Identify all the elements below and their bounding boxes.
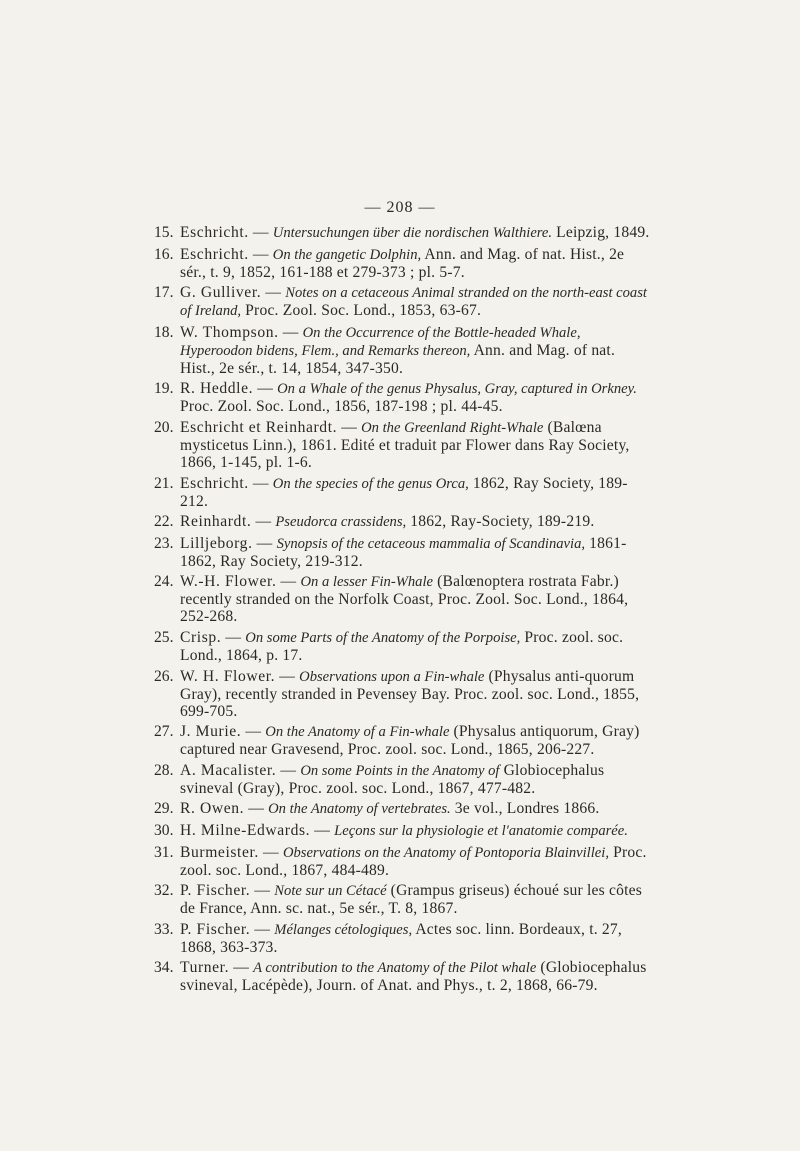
reference-entry [154,324,654,377]
reference-author: W. Thompson. [180,323,279,341]
reference-entry [154,882,654,917]
reference-author: Eschricht. [180,224,249,241]
reference-separator: — [337,418,362,436]
reference-details: (Balœna mysticetus Linn.), 1861. Edité et traduit par Flower dans Ray Society, 1866, 1-145, pl. 1-6. [180,418,630,471]
reference-entry [154,224,654,242]
reference-title: A contribution to the Anatomy of the Pilot whale [253,960,537,977]
reference-number: 31. [154,843,174,861]
reference-number: 30. [154,821,174,839]
reference-title: Observations on the Anatomy of Pontoporia Blainvillei, [282,844,609,861]
reference-entry [154,573,654,625]
reference-number: 16. [154,245,174,263]
reference-details: Proc. Zool. Soc. Lond., 1853, 63-67. [241,302,482,320]
reference-number: 29. [154,800,174,818]
reference-details: 1861-1862, Ray Society, 219-312. [180,534,627,570]
reference-details: (Globiocephalus svineval, Lacépède), Journ. of Anat. and Phys., t. 2, 1868, 66-79. [180,959,647,995]
reference-details: (Balœnoptera rostrata Fabr.) recently stranded on the Norfolk Coast, Proc. Zool. Soc. Lond., 1864, 252-268. [180,573,629,626]
reference-separator: — [253,380,278,398]
reference-number: 17. [154,284,174,302]
reference-entry [154,800,654,818]
reference-author: Reinhardt. [180,513,252,531]
reference-entry [154,762,654,797]
reference-details: (Grampus griseus) échoué sur les côtes de France, Ann. sc. nat., 5e sér., T. 8, 1867. [180,882,643,918]
reference-number: 18. [154,323,174,341]
reference-separator: — [229,959,254,977]
reference-number: 24. [154,573,174,591]
reference-title: On a Whale of the genus Physalus, Gray, captured in Orkney. [277,381,637,398]
reference-title: Leçons sur la physiologie et l'anatomie comparée. [334,822,628,839]
reference-entry [154,380,654,415]
reference-author: Turner. [180,959,230,977]
reference-author: J. Murie. [180,723,242,741]
reference-entry [154,513,654,531]
reference-title: Notes on a cetaceous Animal stranded on the north-east coast of Ireland, [180,285,647,320]
reference-title: On a lesser Fin-Whale [300,574,433,591]
reference-details: Ann. and Mag. of nat. Hist., 2e sér., t. 14, 1854, 347-350. [180,341,616,377]
reference-title: On some Parts of the Anatomy of the Porpoise, [245,629,521,646]
reference-number: 20. [154,418,174,436]
reference-number: 15. [154,224,174,241]
reference-details: Globiocephalus svineval (Gray), Proc. zool. soc. Lond., 1867, 477-482. [180,761,605,797]
reference-details: (Physalus antiquorum, Gray) captured near Gravesend, Proc. zool. soc. Lond., 1865, 206-227. [180,723,640,759]
reference-separator: — [258,843,283,861]
reference-number: 22. [154,513,174,531]
reference-title: Untersuchungen über die nordischen Walthiere. [272,225,553,241]
reference-separator: — [276,761,301,779]
reference-details: Proc. Zool. Soc. Lond., 1856, 187-198 ; pl. 44-45. [180,398,503,416]
reference-separator: — [261,284,286,302]
reference-author: H. Milne-Edwards. [180,821,311,839]
reference-entry [154,844,654,879]
reference-entry [154,668,654,720]
reference-number: 28. [154,761,174,779]
reference-separator: — [250,882,275,900]
reference-title: On the gangetic Dolphin, [272,246,422,263]
reference-entry [154,921,654,956]
reference-details: Proc. zool. soc. Lond., 1867, 484-489. [180,843,647,879]
reference-title: Observations upon a Fin-whale [299,668,485,685]
reference-details: 1862, Ray-Society, 189-219. [406,513,595,531]
reference-number: 25. [154,628,174,646]
reference-details: Actes soc. linn. Bordeaux, t. 27, 1868, 363-373. [180,920,623,956]
reference-entry [154,822,654,840]
reference-details: (Physalus anti-quorum Gray), recently stranded in Pevensey Bay. Proc. zool. soc. Lond., 1855, 699-705. [180,667,640,720]
reference-number: 32. [154,882,174,900]
reference-list [154,224,654,998]
reference-details: Proc. zool. soc. Lond., 1864, p. 17. [180,628,624,664]
reference-separator: — [248,245,273,263]
reference-separator: — [250,920,275,938]
reference-details: Ann. and Mag. of nat. Hist., 2e sér., t. 9, 1852, 161-188 et 279-373 ; pl. 5-7. [180,245,625,281]
reference-number: 27. [154,723,174,741]
reference-author: Eschricht et Reinhardt. [180,418,338,436]
reference-separator: — [241,723,266,741]
reference-number: 21. [154,474,174,492]
reference-author: Lilljeborg. [180,534,253,552]
reference-title: On the Anatomy of a Fin-whale [265,724,450,741]
reference-separator: — [251,513,276,531]
reference-author: R. Owen. [180,800,245,818]
reference-entry [154,246,654,281]
reference-title: Mélanges cétologiques, [274,921,413,938]
reference-author: R. Heddle. [180,380,254,398]
reference-author: G. Gulliver. [180,284,262,302]
reference-title: On the species of the genus Orca, [272,475,469,492]
reference-title: Synopsis of the cetaceous mammalia of Scandinavia, [276,535,586,552]
reference-separator: — [278,323,303,341]
reference-number: 19. [154,380,174,398]
reference-entry [154,629,654,664]
reference-title: On the Occurrence of the Bottle-headed Whale, Hyperoodon bidens, Flem., and Remarks thereon, [180,324,581,359]
reference-separator: — [252,534,277,552]
reference-number: 33. [154,920,174,938]
reference-number: 26. [154,667,174,685]
reference-separator: — [244,800,269,818]
reference-entry [154,475,654,510]
reference-entry [154,284,654,320]
reference-entry [154,723,654,758]
reference-separator: — [248,224,273,241]
reference-number: 34. [154,959,174,977]
reference-author: Eschricht. [180,245,249,263]
reference-separator: — [248,474,273,492]
reference-separator: — [275,667,300,685]
reference-details: 3e vol., Londres 1866. [450,800,600,818]
reference-title: On some Points in the Anatomy of [300,762,500,779]
reference-author: W. H. Flower. [180,667,276,685]
reference-author: Eschricht. [180,474,249,492]
reference-author: Crisp. [180,628,222,646]
reference-separator: — [310,821,335,839]
reference-title: On the Anatomy of vertebrates. [268,801,451,818]
reference-author: P. Fischer. [180,920,251,938]
reference-details: 1862, Ray Society, 189-212. [180,474,628,510]
reference-separator: — [221,628,246,646]
reference-separator: — [276,573,301,591]
reference-author: P. Fischer. [180,882,251,900]
reference-title: Pseudorca crassidens, [275,514,407,531]
reference-details: Leipzig, 1849. [552,224,650,241]
reference-title: On the Greenland Right-Whale [361,419,544,436]
page-number: — 208 — [364,199,436,216]
reference-number: 23. [154,534,174,552]
reference-entry [154,959,654,994]
reference-entry [154,535,654,570]
reference-author: W.-H. Flower. [180,573,277,591]
reference-author: A. Macalister. [180,761,277,779]
reference-author: Burmeister. [180,843,259,861]
reference-title: Note sur un Cétacé [274,883,387,900]
reference-entry [154,419,654,471]
